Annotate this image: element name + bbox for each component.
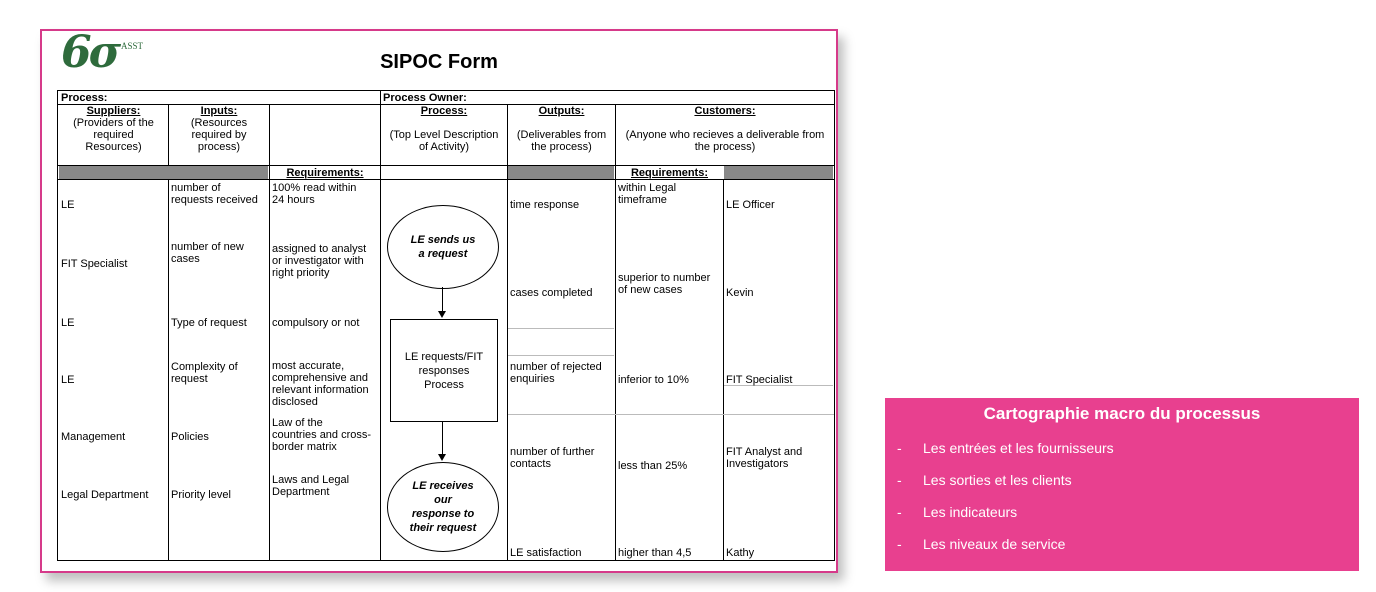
customer-cell: LE Officer	[726, 199, 775, 211]
input-cell: number of requests received	[171, 182, 258, 206]
output-cell: cases completed	[510, 287, 593, 299]
sipoc-table	[57, 90, 835, 561]
output-cell: LE satisfaction	[510, 547, 582, 559]
process-owner-label: Process Owner:	[383, 92, 467, 104]
supplier-cell: Legal Department	[61, 489, 149, 501]
inputs-header: Inputs: (Resources required by process)	[190, 105, 248, 153]
input-cell: Type of request	[171, 317, 247, 329]
logo-asst: ASST	[121, 41, 144, 51]
flow-process-box: LE requests/FIT responses Process	[390, 319, 498, 422]
process-header: Process: (Top Level Description of Activity)	[389, 105, 499, 153]
flow-arrow-1	[442, 287, 443, 312]
panel-item: - Les indicateurs	[897, 504, 1018, 520]
input-cell: number of new cases	[171, 241, 244, 265]
flow-arrow-2-head	[438, 454, 446, 461]
supplier-cell: LE	[61, 374, 75, 386]
customers-header: Customers: (Anyone who recieves a deliverable from the process)	[625, 105, 825, 153]
panel-item: - Les entrées et les fournisseurs	[897, 440, 1114, 456]
form-title: SIPOC Form	[380, 51, 498, 73]
output-requirement-cell: within Legal timeframe	[618, 182, 677, 206]
suppliers-header: Suppliers: (Providers of the required Resources)	[73, 105, 154, 153]
flow-arrow-1-head	[438, 311, 446, 318]
supplier-cell: FIT Specialist	[61, 258, 128, 270]
input-requirement-cell: compulsory or not	[272, 317, 360, 329]
customer-cell: FIT Analyst and Investigators	[726, 446, 803, 470]
flow-arrow-2	[442, 421, 443, 455]
customer-cell: Kevin	[726, 287, 754, 299]
output-cell: time response	[510, 199, 580, 211]
outputs-header: Outputs: (Deliverables from the process)	[516, 105, 607, 153]
input-requirements-header: Requirements:	[286, 167, 364, 179]
output-requirement-cell: less than 25%	[618, 460, 688, 472]
customer-cell: FIT Specialist	[726, 374, 793, 386]
panel-title: Cartographie macro du processus	[983, 404, 1261, 423]
input-requirement-cell: Laws and Legal Department	[272, 474, 350, 498]
input-requirement-cell: Law of the countries and cross- border matrix	[272, 417, 372, 453]
supplier-cell: Management	[61, 431, 126, 443]
logo-number: 6σ	[61, 27, 119, 78]
flow-start-ellipse: LE sends us a request	[387, 205, 499, 289]
output-requirement-cell: inferior to 10%	[618, 374, 689, 386]
input-requirement-cell: most accurate, comprehensive and relevant information disclosed	[272, 360, 369, 408]
input-cell: Policies	[171, 431, 209, 443]
input-cell: Complexity of request	[171, 361, 238, 385]
input-requirement-cell: assigned to analyst or investigator with right priority	[272, 243, 367, 279]
sipoc-form-card	[40, 29, 838, 573]
flow-end-ellipse: LE receives our response to their request	[387, 462, 499, 552]
supplier-cell: LE	[61, 317, 75, 329]
output-requirements-header: Requirements:	[630, 167, 709, 179]
customer-cell: Kathy	[726, 547, 755, 559]
input-requirement-cell: 100% read within 24 hours	[272, 182, 357, 206]
panel-item: - Les niveaux de service	[897, 536, 1066, 552]
output-cell: number of further contacts	[510, 446, 595, 470]
output-requirement-cell: higher than 4,5	[618, 547, 692, 559]
panel-item: - Les sorties et les clients	[897, 472, 1072, 488]
output-requirement-cell: superior to number of new cases	[618, 272, 711, 296]
supplier-cell: LE	[61, 199, 75, 211]
process-label: Process:	[61, 92, 108, 104]
output-cell: number of rejected enquiries	[510, 361, 602, 385]
macro-mapping-panel	[885, 398, 1359, 571]
input-cell: Priority level	[171, 489, 231, 501]
